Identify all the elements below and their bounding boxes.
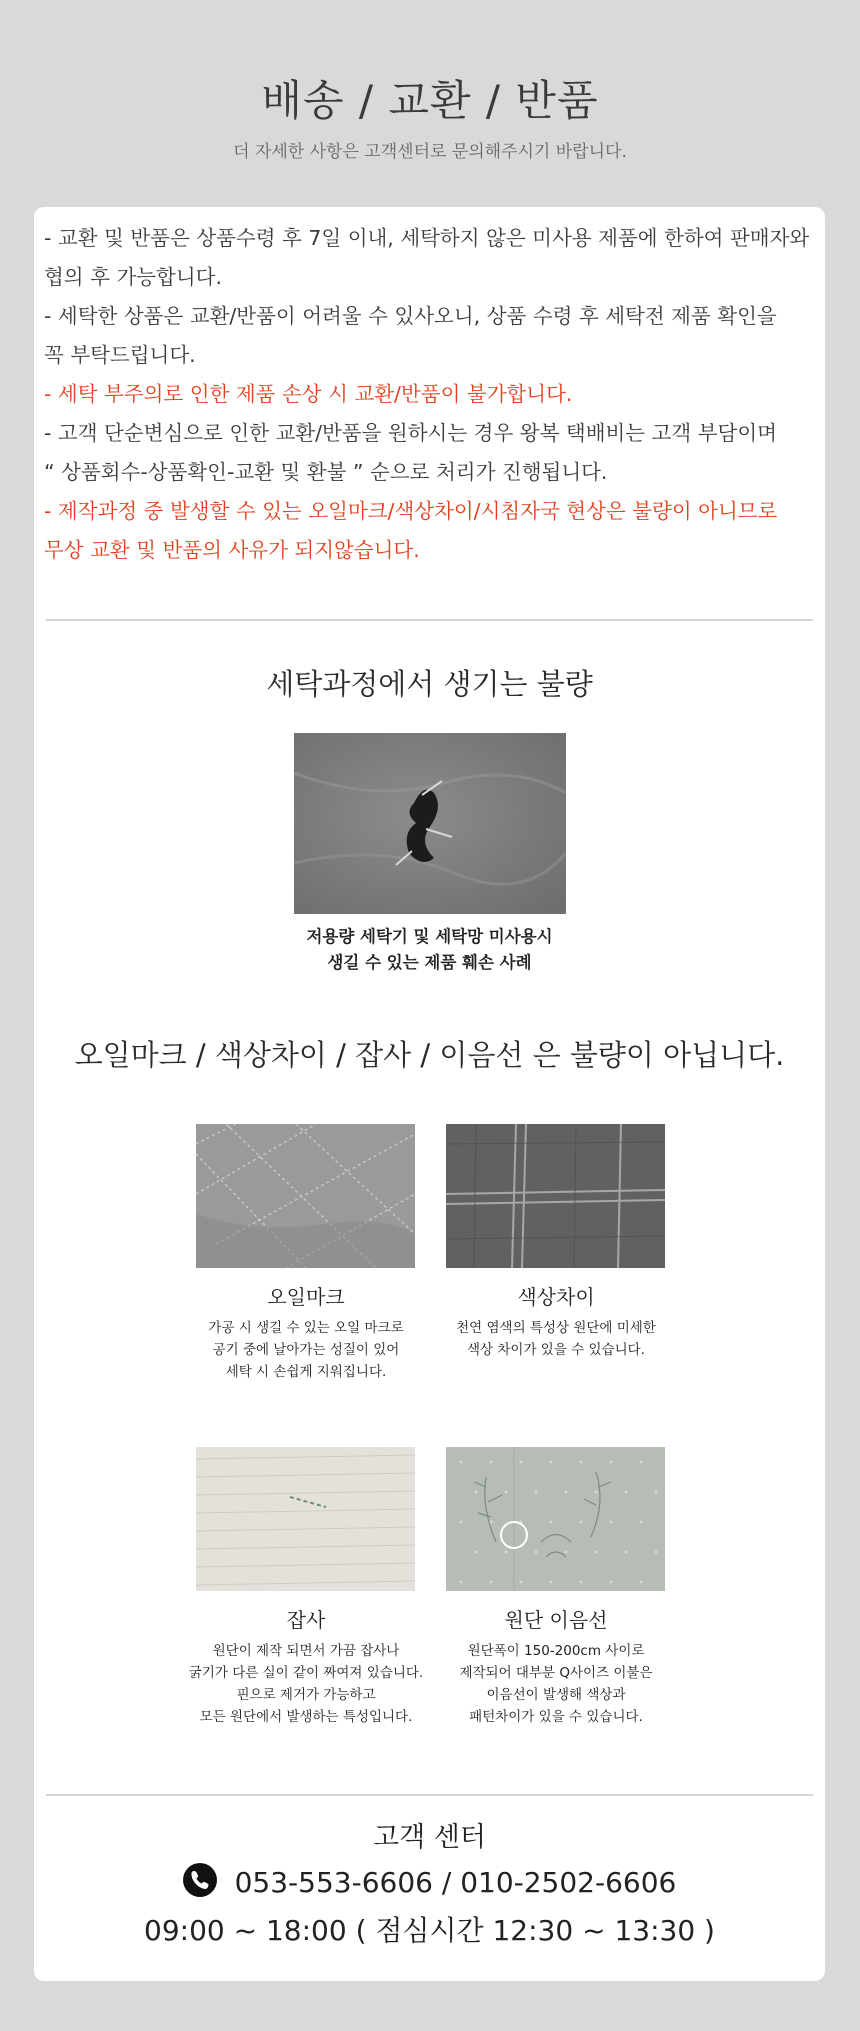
- desc-line: 세탁 시 손쉽게 지워집니다.: [225, 1364, 387, 1380]
- policy-line: 협의 후 가능합니다.: [44, 265, 222, 289]
- policy-line: - 고객 단순변심으로 인한 교환/반품을 원하시는 경우 왕복 택배비는 고객 부담이며: [44, 421, 777, 445]
- desc-line: 모든 원단에서 발생하는 특성입니다.: [199, 1709, 413, 1725]
- policy-line: - 세탁 부주의로 인한 제품 손상 시 교환/반품이 불가합니다.: [44, 382, 573, 406]
- fabric-seam-photo: [446, 1447, 665, 1591]
- fabric-seam-title: 원단 이음선: [504, 1608, 608, 1632]
- customer-center-title: 고객 센터: [373, 1822, 486, 1853]
- page-subtitle: 더 자세한 사항은 고객센터로 문의해주시기 바랍니다.: [233, 142, 627, 162]
- desc-line: 원단이 제작 되면서 가끔 잡사나: [212, 1643, 400, 1659]
- info-card: [34, 207, 825, 1981]
- desc-line: 이음선이 발생해 색상과: [486, 1687, 626, 1703]
- oil-mark-title: 오일마크: [267, 1285, 345, 1309]
- policy-item: [44, 297, 819, 375]
- policy-item: [44, 414, 819, 492]
- washing-defect-title: 세탁과정에서 생기는 불량: [266, 667, 593, 701]
- loose-thread-photo: [196, 1447, 415, 1591]
- policy-line: 꼭 부탁드립니다.: [44, 343, 196, 367]
- section-divider: [46, 1794, 813, 1796]
- section-divider: [46, 619, 813, 621]
- color-difference-title: 색상차이: [517, 1285, 595, 1309]
- policy-line: - 제작과정 중 발생할 수 있는 오일마크/색상차이/시침자국 현상은 불량이 아니므로: [44, 499, 778, 523]
- loose-thread-desc: [186, 1640, 426, 1728]
- loose-thread-title: 잡사: [286, 1608, 326, 1632]
- phone-icon: [183, 1863, 217, 1897]
- desc-line: 가공 시 생길 수 있는 오일 마크로: [208, 1320, 404, 1336]
- desc-line: 원단폭이 150-200cm 사이로: [467, 1643, 645, 1659]
- fabric-seam-desc: [436, 1640, 676, 1728]
- color-difference-photo: [446, 1124, 665, 1268]
- page-title: 배송 / 교환 / 반품: [261, 76, 599, 125]
- caption-line: 저용량 세탁기 및 세탁망 미사용시: [306, 927, 553, 946]
- damage-example-photo: [294, 733, 566, 914]
- caption-line: 생길 수 있는 제품 훼손 사례: [327, 953, 532, 972]
- customer-center-hours: 09:00 ~ 18:00 ( 점심시간 12:30 ~ 13:30 ): [144, 1914, 715, 1947]
- desc-line: 굵기가 다른 실이 같이 짜여져 있습니다.: [188, 1665, 424, 1681]
- policy-line: 무상 교환 및 반품의 사유가 되지않습니다.: [44, 538, 420, 562]
- damage-example-caption: [34, 924, 825, 976]
- customer-center-phone: [34, 1863, 825, 1899]
- desc-line: 천연 염색의 특성상 원단에 미세한: [456, 1320, 656, 1336]
- desc-line: 공기 중에 날아가는 성질이 있어: [212, 1342, 400, 1358]
- desc-line: 핀으로 제거가 가능하고: [236, 1687, 376, 1703]
- policy-line: - 교환 및 반품은 상품수령 후 7일 이내, 세탁하지 않은 미사용 제품에 한하여 판매자와: [44, 226, 810, 250]
- oil-mark-photo: [196, 1124, 415, 1268]
- policy-line: “ 상품회수-상품확인-교환 및 환불 ” 순으로 처리가 진행됩니다.: [44, 460, 608, 484]
- page-header: [0, 0, 860, 207]
- desc-line: 패턴차이가 있을 수 있습니다.: [469, 1709, 643, 1725]
- desc-line: 색상 차이가 있을 수 있습니다.: [467, 1342, 645, 1358]
- policy-item: [44, 219, 819, 297]
- phone-number[interactable]: 053-553-6606 / 010-2502-6606: [234, 1866, 677, 1899]
- oil-mark-desc: [186, 1317, 426, 1383]
- policy-item-warning: [44, 492, 819, 570]
- desc-line: 제작되어 대부분 Q사이즈 이불은: [459, 1665, 653, 1681]
- not-defects-title: 오일마크 / 색상차이 / 잡사 / 이음선 은 불량이 아닙니다.: [74, 1038, 785, 1072]
- policy-line: - 세탁한 상품은 교환/반품이 어려울 수 있사오니, 상품 수령 후 세탁전 제품 확인을: [44, 304, 777, 328]
- policy-list: [44, 219, 819, 570]
- policy-item-warning: [44, 375, 819, 414]
- color-difference-desc: [436, 1317, 676, 1361]
